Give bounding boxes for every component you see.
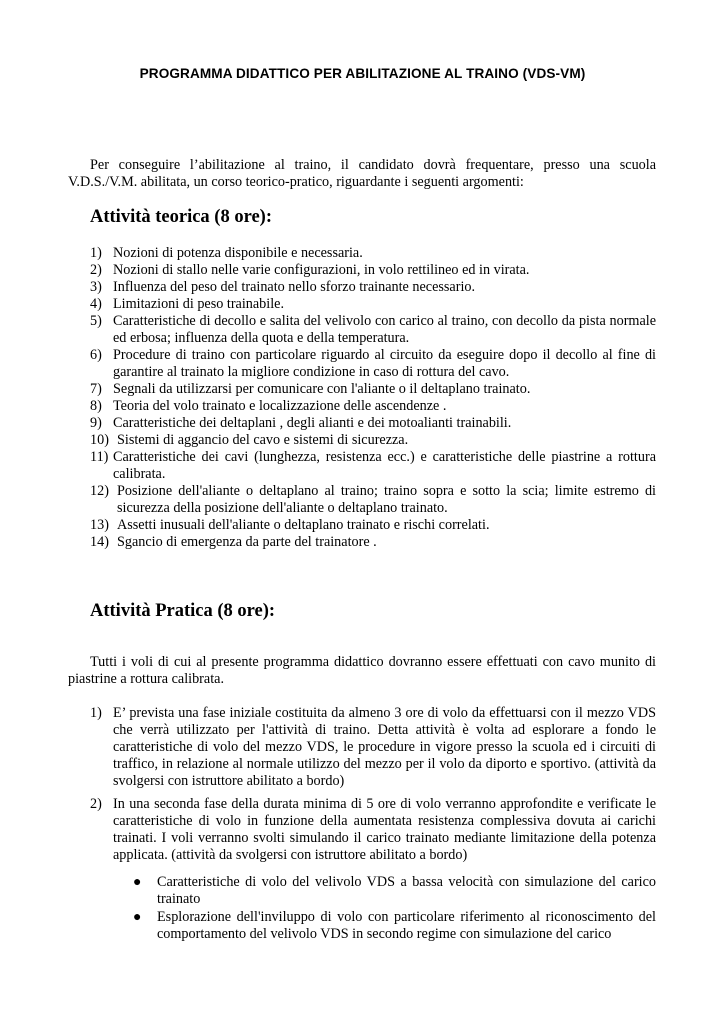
intro-paragraph bbox=[68, 157, 656, 191]
item-text: Nozioni di stallo nelle varie configurazioni, in volo rettilineo ed in virata. bbox=[113, 262, 530, 278]
item-text: Caratteristiche di decollo e salita del velivolo con carico al traino, con decollo da pista normale ed erbosa; influenza della quota e della temperatura. bbox=[113, 313, 656, 346]
practice-bullets bbox=[133, 874, 656, 944]
bullet-item bbox=[133, 874, 656, 908]
practice-list bbox=[90, 705, 656, 870]
list-item bbox=[90, 262, 656, 279]
item-number: 7) bbox=[90, 381, 102, 397]
item-text: In una seconda fase della durata minima di 5 ore di volo verranno approfondite e verificate le caratteristiche di volo in funzione della aumentata resistenza complessiva dovuta ai carichi trainati. I voli verranno svolti simulando il carico trainato mediante limitazione della potenza applicata. (attività da svolgersi con istruttore abilitato a bordo) bbox=[113, 796, 656, 863]
item-text: Sistemi di aggancio del cavo e sistemi di sicurezza. bbox=[117, 432, 409, 448]
theory-heading: Attività teorica (8 ore): bbox=[90, 207, 273, 227]
item-number: 6) bbox=[90, 347, 102, 363]
item-text: Posizione dell'aliante o deltaplano al traino; traino sopra e sotto la scia; limite estremo di sicurezza della posizione dell'aliante o deltaplano trainato. bbox=[117, 483, 656, 516]
document-title: PROGRAMMA DIDATTICO PER ABILITAZIONE AL TRAINO (VDS-VM) bbox=[139, 66, 586, 81]
item-number: 1) bbox=[90, 705, 102, 721]
item-text: Nozioni di potenza disponibile e necessaria. bbox=[113, 245, 363, 261]
list-item bbox=[90, 415, 656, 432]
list-item bbox=[90, 449, 656, 483]
list-item bbox=[90, 534, 656, 551]
item-number: 13) bbox=[90, 517, 109, 533]
item-text: E’ prevista una fase iniziale costituita da almeno 3 ore di volo da effettuarsi con il mezzo VDS che verrà utilizzato per l'attività di traino. Detta attività è volta ad esplorare a fondo le caratteristiche di volo del mezzo VDS, le procedure in vigore presso la scuola ed i circuiti di traffico, in relazione al normale utilizzo del mezzo per il volo da diporto e sportivo. (attività da svolgersi con istruttore abilitato a bordo) bbox=[113, 705, 656, 789]
bullet-icon: ● bbox=[133, 910, 142, 925]
list-item bbox=[90, 483, 656, 517]
list-item bbox=[90, 381, 656, 398]
item-number: 14) bbox=[90, 534, 109, 550]
item-number: 8) bbox=[90, 398, 102, 414]
item-number: 2) bbox=[90, 796, 102, 812]
list-item bbox=[90, 347, 656, 381]
item-number: 1) bbox=[90, 245, 102, 261]
bullet-text: Caratteristiche di volo del velivolo VDS a bassa velocità con simulazione del carico trainato bbox=[157, 874, 656, 907]
item-text: Procedure di traino con particolare riguardo al circuito da eseguire dopo il decollo al fine di garantire al trainato la migliore condizione in caso di rottura del cavo. bbox=[113, 347, 656, 380]
practice-heading: Attività Pratica (8 ore): bbox=[90, 601, 276, 621]
intro-text: Per conseguire l’abilitazione al traino, il candidato dovrà frequentare, presso una scuola V.D.S./V.M. abilitata, un corso teorico-pratico, riguardante i seguenti argomenti: bbox=[68, 157, 656, 190]
bullet-text: Esplorazione dell'inviluppo di volo con particolare riferimento al riconoscimento del comportamento del velivolo VDS in secondo regime con simulazione del carico bbox=[157, 909, 656, 942]
item-number: 12) bbox=[90, 483, 109, 499]
item-number: 2) bbox=[90, 262, 102, 278]
item-text: Influenza del peso del trainato nello sforzo trainante necessario. bbox=[113, 279, 476, 295]
item-text: Limitazioni di peso trainabile. bbox=[113, 296, 284, 312]
item-number: 10) bbox=[90, 432, 109, 448]
bullet-icon: ● bbox=[133, 875, 142, 890]
item-text: Assetti inusuali dell'aliante o deltaplano trainato e rischi correlati. bbox=[117, 517, 490, 533]
list-item bbox=[90, 517, 656, 534]
item-text: Sgancio di emergenza da parte del trainatore . bbox=[117, 534, 377, 550]
bullet-item bbox=[133, 909, 656, 943]
item-text: Teoria del volo trainato e localizzazione delle ascendenze . bbox=[113, 398, 447, 414]
item-text: Segnali da utilizzarsi per comunicare con l'aliante o il deltaplano trainato. bbox=[113, 381, 531, 397]
list-item bbox=[90, 398, 656, 415]
item-text: Caratteristiche dei cavi (lunghezza, resistenza ecc.) e caratteristiche delle piastrine a rottura calibrata. bbox=[113, 449, 656, 482]
list-item bbox=[90, 432, 656, 449]
item-number: 3) bbox=[90, 279, 102, 295]
theory-list bbox=[90, 245, 656, 551]
item-number: 4) bbox=[90, 296, 102, 312]
item-text: Caratteristiche dei deltaplani , degli alianti e dei motoalianti trainabili. bbox=[113, 415, 512, 431]
list-item bbox=[90, 796, 656, 864]
list-item bbox=[90, 705, 656, 790]
list-item bbox=[90, 245, 656, 262]
list-item bbox=[90, 279, 656, 296]
item-number: 11) bbox=[90, 449, 109, 465]
practice-intro: Tutti i voli di cui al presente programma didattico dovranno essere effettuati con cavo munito di piastrine a rottura calibrata. bbox=[68, 654, 656, 687]
list-item bbox=[90, 296, 656, 313]
item-number: 5) bbox=[90, 313, 102, 329]
item-number: 9) bbox=[90, 415, 102, 431]
list-item bbox=[90, 313, 656, 347]
